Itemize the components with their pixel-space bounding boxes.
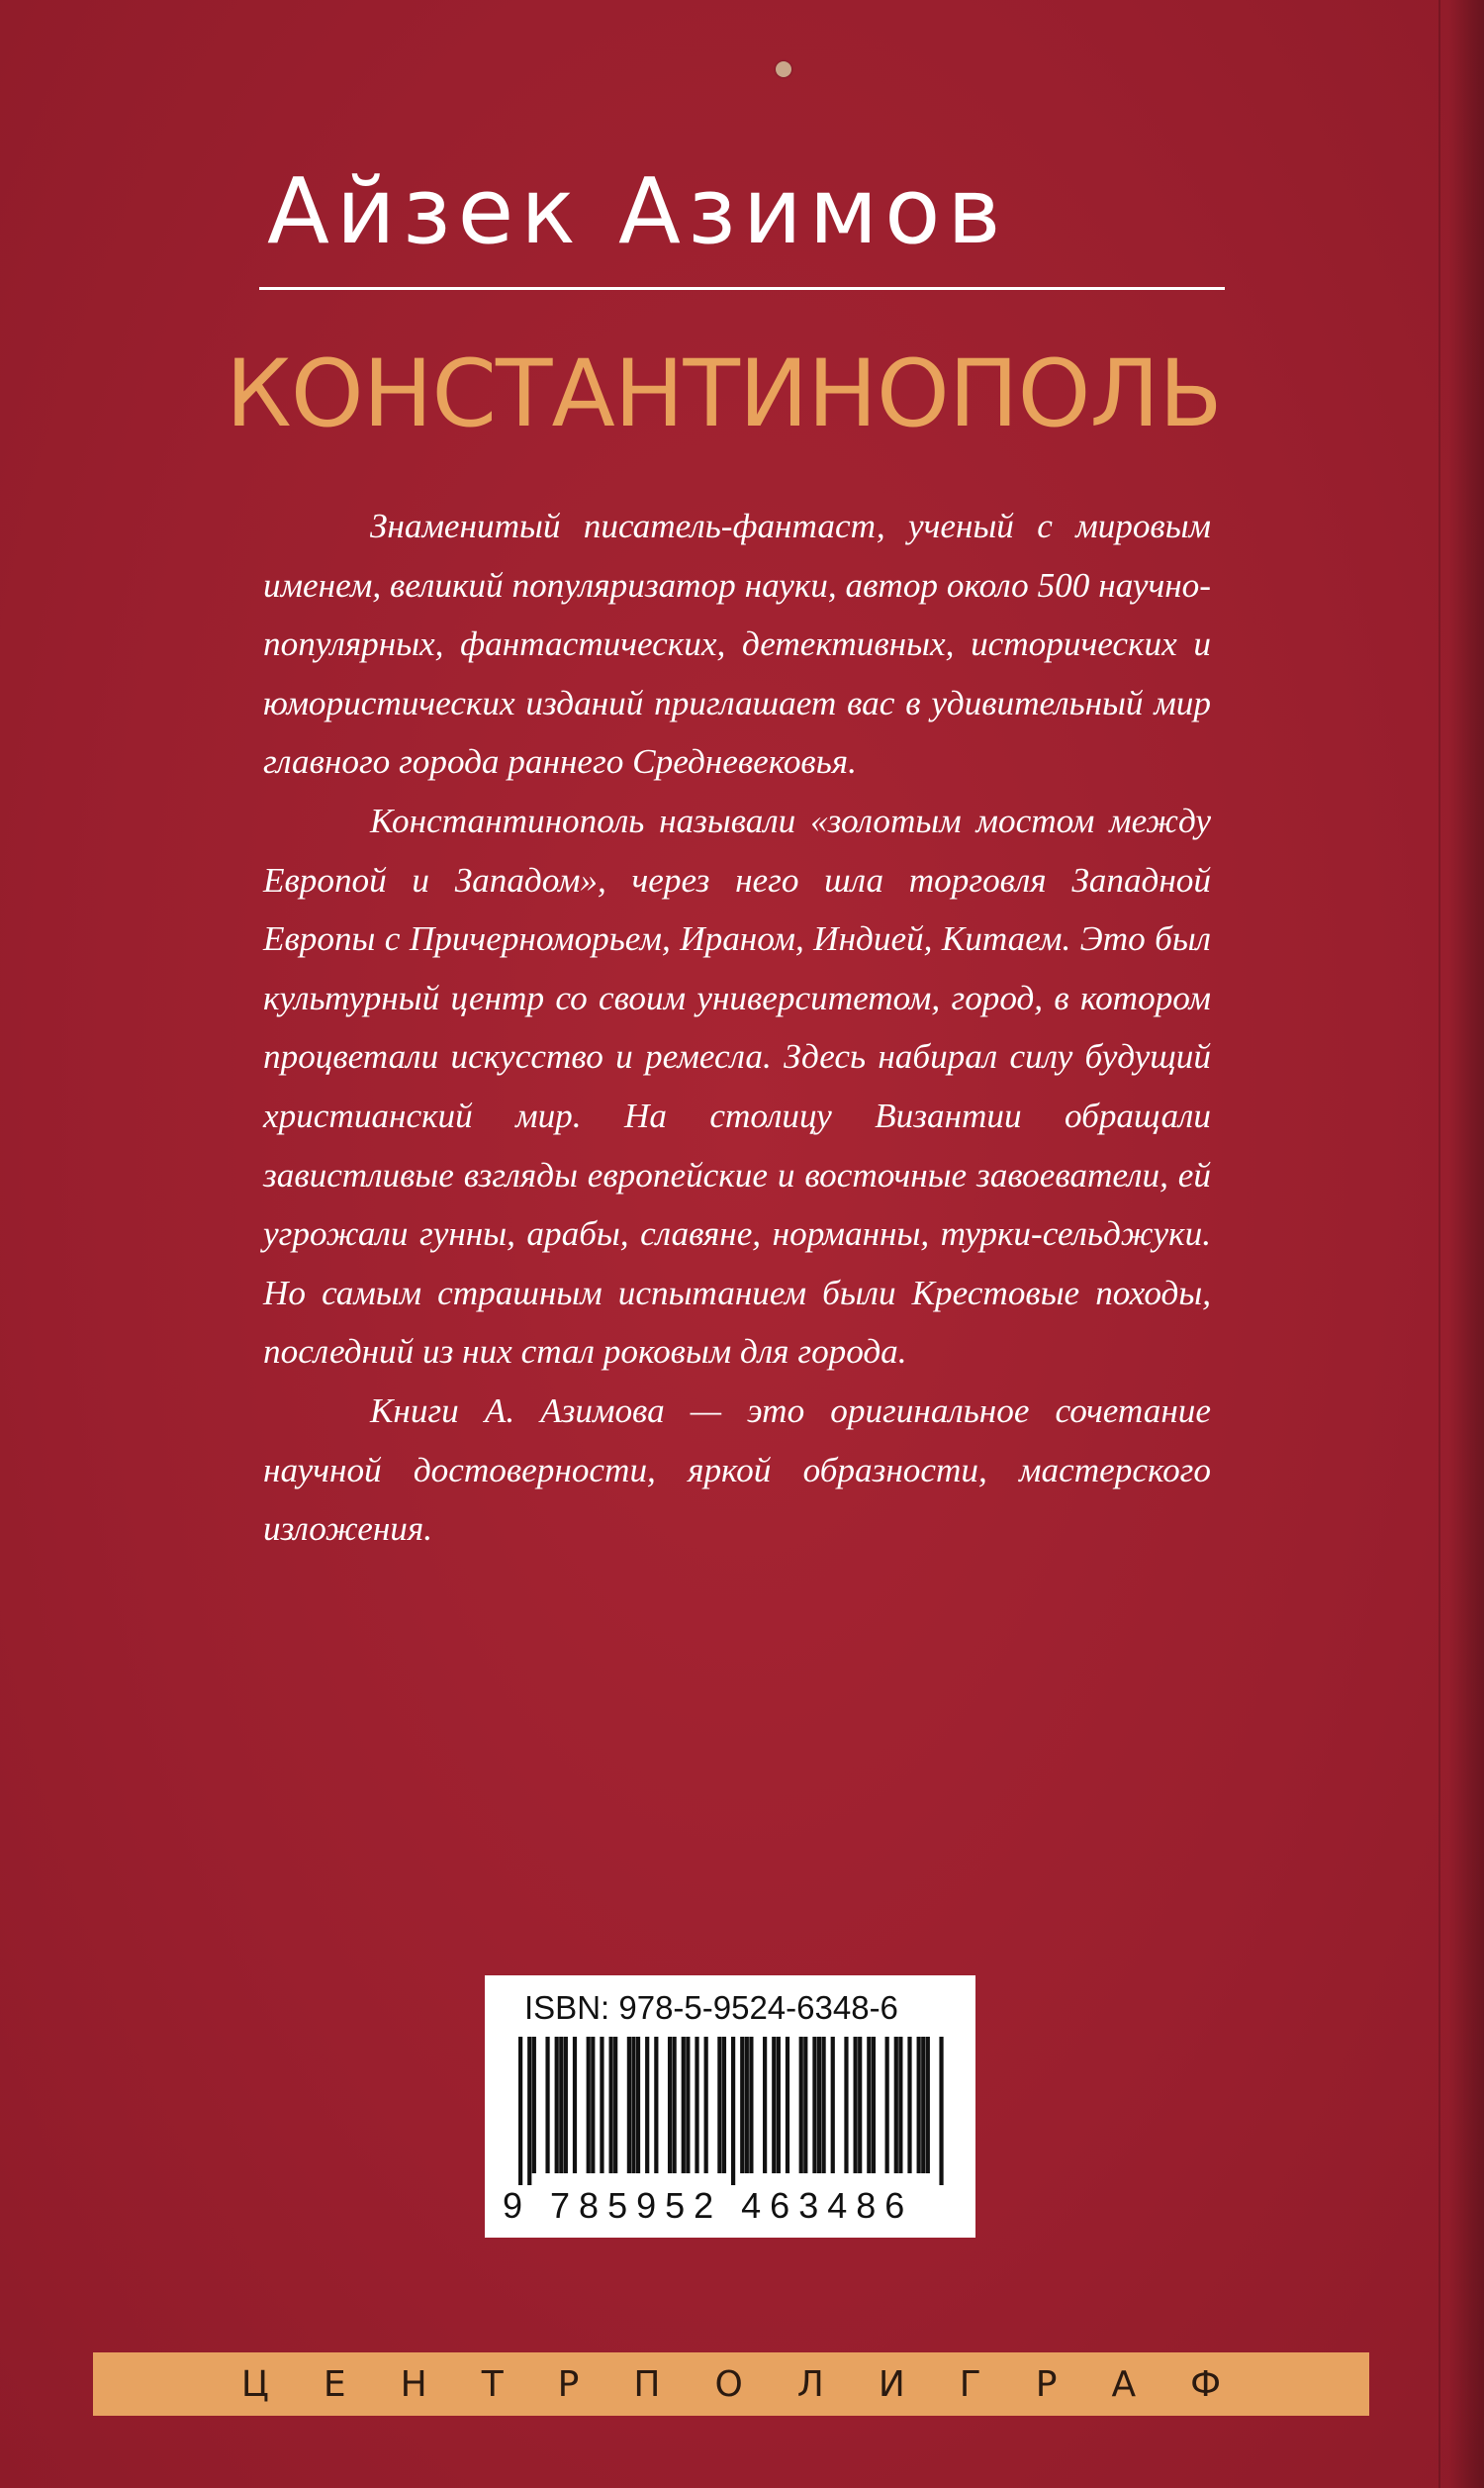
barcode-bar — [722, 2037, 726, 2173]
author-name: Айзек Азимов — [267, 158, 1008, 264]
barcode-bar — [803, 2037, 807, 2173]
barcode-bar — [872, 2037, 876, 2173]
barcode-bar — [777, 2037, 781, 2173]
cover-hole — [776, 61, 791, 77]
publisher-name: ЦЕНТРПОЛИГРАФ — [240, 2363, 1276, 2405]
spine-shadow — [1448, 0, 1484, 2488]
barcode-bar — [763, 2037, 767, 2173]
barcode-bar — [613, 2037, 617, 2173]
publisher-band — [93, 2352, 1369, 2416]
author-underline — [259, 287, 1225, 290]
blurb-paragraph: Книги А. Азимова — это оригинальное сочетание научной достоверности, яркой образности, мастерского изложения. — [263, 1390, 1211, 1549]
barcode-bar — [898, 2037, 902, 2173]
barcode-bar — [858, 2037, 862, 2173]
barcode-bar — [527, 2037, 531, 2185]
barcode-bar — [921, 2037, 925, 2173]
blurb-paragraph: Знаменитый писатель-фантаст, ученый с мировым именем, великий популяризатор науки, автор около 500 научно-популярных, фантастических, детективных, исторических и юмористических изданий приглашает вас в удивительный мир главного города раннего Средневековья. — [263, 507, 1211, 782]
barcode-bar — [564, 2037, 568, 2173]
barcode-bar — [917, 2037, 921, 2173]
barcode-bar — [854, 2037, 858, 2173]
barcode-bar — [545, 2037, 549, 2173]
barcode-bar — [749, 2037, 753, 2173]
barcode-bar — [731, 2037, 735, 2185]
barcode-bar — [532, 2037, 536, 2173]
barcode-bar — [831, 2037, 835, 2173]
spine-crease — [1438, 0, 1440, 2488]
barcode-bar — [812, 2037, 816, 2173]
barcode-bar — [587, 2037, 591, 2173]
barcode-bar — [799, 2037, 803, 2173]
barcode-bar — [668, 2037, 672, 2173]
isbn-label: ISBN: 978-5-9524-6348-6 — [524, 1989, 898, 2026]
barcode-bar — [673, 2037, 677, 2173]
barcode-bar — [559, 2037, 563, 2173]
barcode-bar — [939, 2037, 943, 2185]
barcode-bar — [608, 2037, 612, 2173]
barcode-bar — [555, 2037, 559, 2173]
barcode-digits: 9 785952 463486 — [503, 2185, 914, 2226]
barcode-bar — [821, 2037, 825, 2173]
barcode-bar — [518, 2037, 522, 2185]
barcode-bar — [772, 2037, 776, 2173]
barcode-bar — [885, 2037, 889, 2173]
barcode-bar — [740, 2037, 744, 2173]
barcode-bar — [717, 2037, 721, 2173]
barcode-bar — [894, 2037, 898, 2173]
barcode-bar — [926, 2037, 930, 2173]
barcode-bar — [907, 2037, 911, 2173]
barcode-bar — [636, 2037, 640, 2173]
barcode-bar — [695, 2037, 698, 2173]
barcode-icon — [518, 2037, 944, 2185]
barcode-bar — [654, 2037, 658, 2173]
barcode-bar — [600, 2037, 603, 2173]
barcode-bar — [817, 2037, 821, 2173]
barcode-bar — [631, 2037, 635, 2173]
barcode-bar — [573, 2037, 577, 2173]
barcode-bar — [645, 2037, 649, 2173]
barcode-bar — [627, 2037, 631, 2173]
barcode-bar — [591, 2037, 595, 2173]
barcode-bar — [686, 2037, 690, 2173]
barcode-bar — [867, 2037, 871, 2173]
barcode-bar — [745, 2037, 749, 2173]
barcode-bar — [682, 2037, 686, 2173]
isbn-barcode-box — [485, 1975, 975, 2238]
barcode-bar — [786, 2037, 789, 2173]
book-title: КОНСТАНТИНОПОЛЬ — [226, 340, 1222, 448]
barcode-bar — [704, 2037, 708, 2173]
blurb-paragraph: Константинополь называли «золотым мостом между Европой и Западом», через него шла торговля Западной Европы с Причерноморьем, Ираном, Индией, Китаем. Это был культурный центр со своим университетом, город, в котором процветали искусство и ремесла. Здесь набирал силу будущий христианский мир. На столицу Византии обращали завистливые взгляды европейские и восточные завоеватели, ей угрожали гунны, арабы, славяне, норманны, турки-сельджуки. Но самым страшным испытанием были Крестовые походы, последний из них стал роковым для города. — [263, 801, 1211, 1372]
barcode-bar — [844, 2037, 848, 2173]
blurb-text — [263, 497, 1211, 1559]
